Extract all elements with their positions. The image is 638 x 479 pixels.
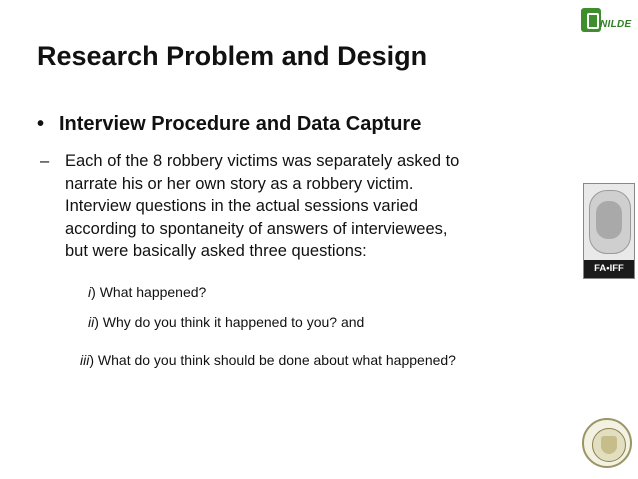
faiff-coin <box>589 190 631 254</box>
sub-bullet-text <box>40 150 560 263</box>
question-item: i) What happened? <box>88 284 207 300</box>
main-bullet-text: Interview Procedure and Data Capture <box>59 113 422 135</box>
bullet-marker: • <box>37 113 45 135</box>
question-number: ii <box>88 314 95 330</box>
question-text: What happened? <box>99 284 207 300</box>
faiff-coin-inner <box>596 201 622 239</box>
slide-title: Research Problem and Design <box>37 41 428 71</box>
sub-bullet-line: Each of the 8 robbery victims was separately asked to <box>65 152 460 170</box>
question-item: iii) What do you think should be done about what happened? <box>80 352 456 368</box>
sub-bullet-line: but were basically asked three questions: <box>65 242 367 260</box>
question-text: What do you think should be done about what happened? <box>97 352 456 368</box>
question-number: i <box>88 284 92 300</box>
sub-bullet-line: narrate his or her own story as a robbery victim. <box>65 174 414 193</box>
sub-bullet-marker: – <box>40 152 50 170</box>
question-number: iii <box>80 352 90 368</box>
sub-bullet <box>40 150 560 263</box>
faiff-logo-icon <box>583 183 635 279</box>
question-item: ii) Why do you think it happened to you? and <box>88 314 365 330</box>
sub-bullet-line: according to spontaneity of answers of interviewees, <box>65 219 448 238</box>
sub-bullet-line: Interview questions in the actual sessions varied <box>65 197 419 215</box>
seal-core <box>601 436 617 454</box>
nilde-logo-icon <box>581 8 633 34</box>
question-text: Why do you think it happened to you? and <box>102 314 365 330</box>
nilde-logo-text: NILDE <box>600 19 632 30</box>
main-bullet <box>37 113 421 136</box>
faiff-logo-text: FA•IFF <box>584 260 634 278</box>
nilde-badge <box>581 8 601 32</box>
seal-ring <box>582 418 632 468</box>
university-seal-icon <box>582 418 634 474</box>
